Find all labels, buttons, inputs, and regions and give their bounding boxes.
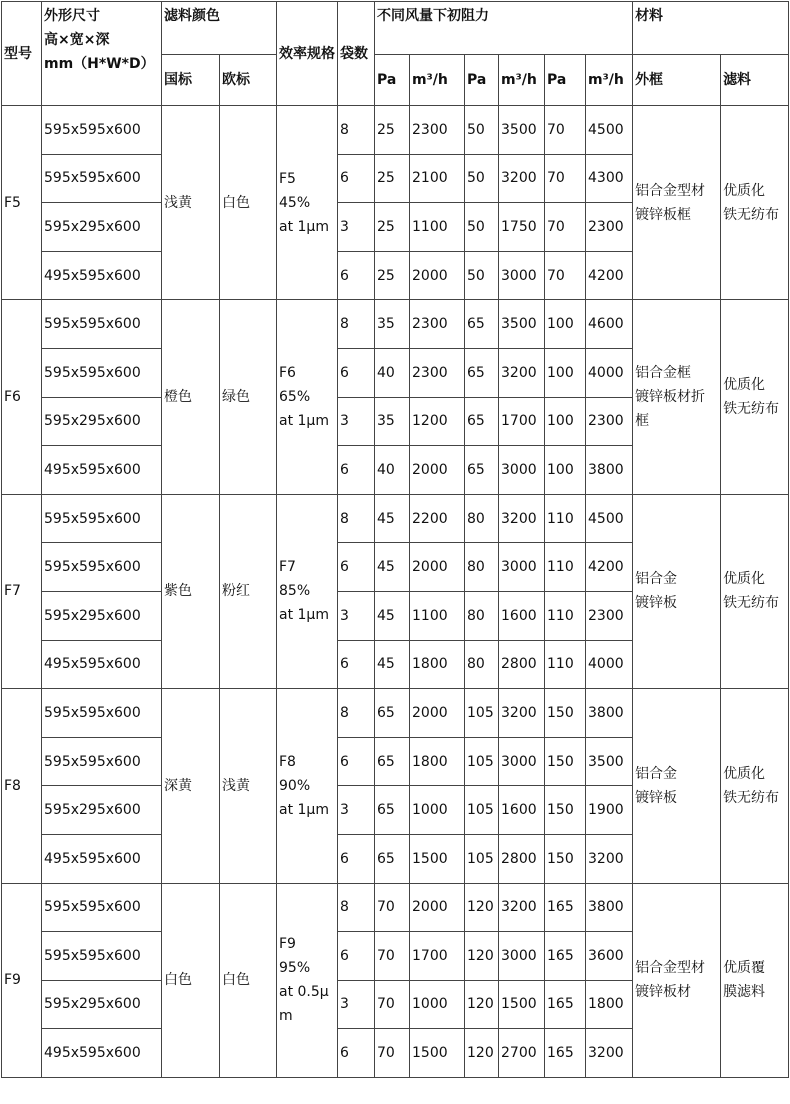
size-cell: 595x595x600 (42, 348, 162, 397)
header-color-cn: 国标 (162, 55, 220, 106)
header-pa-3: Pa (545, 55, 586, 106)
color-eu-cell: 浅黄 (220, 689, 277, 883)
flow-1-cell: 1000 (410, 786, 465, 835)
pa-3-cell: 70 (545, 251, 586, 300)
pa-3-cell: 165 (545, 1029, 586, 1078)
bags-cell: 3 (338, 203, 375, 252)
pa-2-cell: 65 (465, 300, 499, 349)
pa-1-cell: 35 (375, 300, 410, 349)
flow-1-cell: 1100 (410, 203, 465, 252)
pa-2-cell: 120 (465, 932, 499, 981)
flow-3-cell: 3200 (586, 834, 633, 883)
flow-3-cell: 4600 (586, 300, 633, 349)
flow-1-cell: 1000 (410, 980, 465, 1029)
header-flow-1: m³/h (410, 55, 465, 106)
flow-1-cell: 2300 (410, 348, 465, 397)
color-eu-cell: 白色 (220, 883, 277, 1077)
flow-1-cell: 2300 (410, 300, 465, 349)
size-cell: 495x595x600 (42, 834, 162, 883)
pa-1-cell: 40 (375, 348, 410, 397)
bags-cell: 6 (338, 1029, 375, 1078)
spec-table-body (2, 2, 789, 1078)
flow-3-cell: 3200 (586, 1029, 633, 1078)
flow-3-cell: 4200 (586, 543, 633, 592)
efficiency-cell: F9 95% at 0.5μ m (277, 883, 338, 1077)
media-material-cell: 优质覆 膜滤料 (721, 883, 789, 1077)
header-row-1 (2, 2, 789, 55)
flow-3-cell: 4000 (586, 348, 633, 397)
pa-2-cell: 50 (465, 154, 499, 203)
size-cell: 495x595x600 (42, 251, 162, 300)
table-row (2, 689, 789, 738)
pa-3-cell: 110 (545, 494, 586, 543)
media-material-cell: 优质化 铁无纺布 (721, 689, 789, 883)
pa-2-cell: 120 (465, 883, 499, 932)
flow-3-cell: 1800 (586, 980, 633, 1029)
flow-2-cell: 1750 (499, 203, 545, 252)
flow-1-cell: 2200 (410, 494, 465, 543)
header-efficiency: 效率规格 (277, 2, 338, 106)
bags-cell: 6 (338, 251, 375, 300)
table-row (2, 300, 789, 349)
flow-1-cell: 1700 (410, 932, 465, 981)
flow-1-cell: 1200 (410, 397, 465, 446)
header-color: 滤料颜色 (162, 2, 277, 55)
flow-1-cell: 1800 (410, 640, 465, 689)
frame-material-cell: 铝合金框 镀锌板材折 框 (633, 300, 721, 494)
frame-material-cell: 铝合金型材 镀锌板框 (633, 106, 721, 300)
pa-3-cell: 100 (545, 446, 586, 495)
flow-1-cell: 2000 (410, 446, 465, 495)
pa-3-cell: 70 (545, 106, 586, 155)
bags-cell: 6 (338, 737, 375, 786)
flow-1-cell: 1800 (410, 737, 465, 786)
pa-2-cell: 105 (465, 737, 499, 786)
pa-2-cell: 105 (465, 786, 499, 835)
size-cell: 595x295x600 (42, 591, 162, 640)
pa-3-cell: 150 (545, 689, 586, 738)
pa-1-cell: 65 (375, 737, 410, 786)
flow-2-cell: 3500 (499, 300, 545, 349)
bags-cell: 8 (338, 494, 375, 543)
pa-3-cell: 70 (545, 203, 586, 252)
flow-1-cell: 2000 (410, 689, 465, 738)
pa-2-cell: 50 (465, 106, 499, 155)
pa-1-cell: 25 (375, 251, 410, 300)
flow-1-cell: 1100 (410, 591, 465, 640)
flow-2-cell: 3200 (499, 348, 545, 397)
pa-3-cell: 100 (545, 348, 586, 397)
pa-2-cell: 65 (465, 446, 499, 495)
flow-2-cell: 3200 (499, 154, 545, 203)
pa-1-cell: 65 (375, 786, 410, 835)
flow-3-cell: 4300 (586, 154, 633, 203)
size-cell: 495x595x600 (42, 446, 162, 495)
pa-3-cell: 165 (545, 883, 586, 932)
flow-2-cell: 3200 (499, 494, 545, 543)
pa-3-cell: 110 (545, 640, 586, 689)
frame-material-cell: 铝合金 镀锌板 (633, 494, 721, 688)
model-cell: F6 (2, 300, 42, 494)
pa-3-cell: 165 (545, 980, 586, 1029)
model-cell: F7 (2, 494, 42, 688)
pa-3-cell: 100 (545, 300, 586, 349)
pa-1-cell: 40 (375, 446, 410, 495)
size-cell: 595x595x600 (42, 106, 162, 155)
flow-2-cell: 1500 (499, 980, 545, 1029)
pa-2-cell: 120 (465, 1029, 499, 1078)
efficiency-cell: F8 90% at 1μm (277, 689, 338, 883)
pa-3-cell: 150 (545, 834, 586, 883)
size-cell: 595x295x600 (42, 203, 162, 252)
flow-3-cell: 4200 (586, 251, 633, 300)
efficiency-cell: F6 65% at 1μm (277, 300, 338, 494)
color-eu-cell: 绿色 (220, 300, 277, 494)
flow-2-cell: 1600 (499, 786, 545, 835)
efficiency-cell: F7 85% at 1μm (277, 494, 338, 688)
pa-3-cell: 100 (545, 397, 586, 446)
bags-cell: 3 (338, 591, 375, 640)
flow-2-cell: 3200 (499, 689, 545, 738)
flow-3-cell: 2300 (586, 203, 633, 252)
pa-1-cell: 25 (375, 106, 410, 155)
size-cell: 595x595x600 (42, 154, 162, 203)
pa-2-cell: 80 (465, 543, 499, 592)
table-row (2, 883, 789, 932)
table-row (2, 494, 789, 543)
header-flow-3: m³/h (586, 55, 633, 106)
pa-1-cell: 45 (375, 640, 410, 689)
pa-1-cell: 70 (375, 883, 410, 932)
bags-cell: 3 (338, 786, 375, 835)
pa-2-cell: 65 (465, 348, 499, 397)
bags-cell: 6 (338, 446, 375, 495)
pa-1-cell: 35 (375, 397, 410, 446)
pa-1-cell: 65 (375, 834, 410, 883)
frame-material-cell: 铝合金 镀锌板 (633, 689, 721, 883)
media-material-cell: 优质化 铁无纺布 (721, 494, 789, 688)
bags-cell: 6 (338, 543, 375, 592)
header-size-unit: mm（H*W*D） (44, 56, 155, 72)
bags-cell: 6 (338, 640, 375, 689)
header-material: 材料 (633, 2, 789, 55)
size-cell: 595x595x600 (42, 494, 162, 543)
pa-2-cell: 50 (465, 251, 499, 300)
color-eu-cell: 白色 (220, 106, 277, 300)
flow-1-cell: 2000 (410, 251, 465, 300)
size-cell: 495x595x600 (42, 640, 162, 689)
frame-material-cell: 铝合金型材 镀锌板材 (633, 883, 721, 1077)
bags-cell: 6 (338, 834, 375, 883)
pa-2-cell: 65 (465, 397, 499, 446)
spec-table (1, 1, 789, 1078)
media-material-cell: 优质化 铁无纺布 (721, 106, 789, 300)
header-frame: 外框 (633, 55, 721, 106)
media-material-cell: 优质化 铁无纺布 (721, 300, 789, 494)
header-model: 型号 (2, 2, 42, 106)
bags-cell: 6 (338, 154, 375, 203)
pa-2-cell: 80 (465, 494, 499, 543)
flow-3-cell: 4500 (586, 106, 633, 155)
color-cn-cell: 橙色 (162, 300, 220, 494)
efficiency-cell: F5 45% at 1μm (277, 106, 338, 300)
pa-1-cell: 45 (375, 494, 410, 543)
flow-3-cell: 2300 (586, 591, 633, 640)
pa-1-cell: 70 (375, 932, 410, 981)
pa-1-cell: 45 (375, 591, 410, 640)
pa-1-cell: 45 (375, 543, 410, 592)
model-cell: F5 (2, 106, 42, 300)
flow-3-cell: 2300 (586, 397, 633, 446)
flow-3-cell: 3800 (586, 689, 633, 738)
header-flow-2: m³/h (499, 55, 545, 106)
size-cell: 595x595x600 (42, 737, 162, 786)
flow-1-cell: 1500 (410, 834, 465, 883)
size-cell: 595x295x600 (42, 397, 162, 446)
flow-2-cell: 3200 (499, 883, 545, 932)
header-media: 滤料 (721, 55, 789, 106)
flow-2-cell: 3000 (499, 932, 545, 981)
pa-1-cell: 25 (375, 154, 410, 203)
pa-2-cell: 50 (465, 203, 499, 252)
size-cell: 595x295x600 (42, 786, 162, 835)
size-cell: 595x595x600 (42, 689, 162, 738)
color-cn-cell: 紫色 (162, 494, 220, 688)
flow-3-cell: 3600 (586, 932, 633, 981)
flow-3-cell: 3800 (586, 883, 633, 932)
pa-3-cell: 110 (545, 591, 586, 640)
table-row (2, 106, 789, 155)
bags-cell: 6 (338, 348, 375, 397)
bags-cell: 6 (338, 932, 375, 981)
flow-1-cell: 2000 (410, 543, 465, 592)
flow-3-cell: 4500 (586, 494, 633, 543)
color-cn-cell: 浅黄 (162, 106, 220, 300)
size-cell: 595x595x600 (42, 300, 162, 349)
bags-cell: 3 (338, 980, 375, 1029)
pa-2-cell: 80 (465, 640, 499, 689)
header-pa-2: Pa (465, 55, 499, 106)
bags-cell: 8 (338, 689, 375, 738)
pa-1-cell: 25 (375, 203, 410, 252)
flow-2-cell: 3000 (499, 446, 545, 495)
flow-2-cell: 3000 (499, 737, 545, 786)
bags-cell: 8 (338, 106, 375, 155)
pa-1-cell: 70 (375, 1029, 410, 1078)
pa-3-cell: 150 (545, 737, 586, 786)
pa-2-cell: 80 (465, 591, 499, 640)
size-cell: 595x295x600 (42, 980, 162, 1029)
pa-2-cell: 105 (465, 834, 499, 883)
pa-1-cell: 65 (375, 689, 410, 738)
size-cell: 595x595x600 (42, 543, 162, 592)
flow-1-cell: 1500 (410, 1029, 465, 1078)
header-size-sub: 高×宽×深 (44, 32, 110, 48)
model-cell: F8 (2, 689, 42, 883)
flow-3-cell: 4000 (586, 640, 633, 689)
flow-2-cell: 3000 (499, 543, 545, 592)
bags-cell: 8 (338, 300, 375, 349)
pa-3-cell: 70 (545, 154, 586, 203)
color-cn-cell: 深黄 (162, 689, 220, 883)
flow-2-cell: 3000 (499, 251, 545, 300)
flow-3-cell: 1900 (586, 786, 633, 835)
header-size (42, 2, 162, 106)
bags-cell: 3 (338, 397, 375, 446)
bags-cell: 8 (338, 883, 375, 932)
pa-1-cell: 70 (375, 980, 410, 1029)
flow-2-cell: 2800 (499, 834, 545, 883)
size-cell: 495x595x600 (42, 1029, 162, 1078)
size-cell: 595x595x600 (42, 883, 162, 932)
flow-2-cell: 2800 (499, 640, 545, 689)
header-pa-1: Pa (375, 55, 410, 106)
header-resistance: 不同风量下初阻力 (375, 2, 633, 55)
flow-3-cell: 3800 (586, 446, 633, 495)
header-bags: 袋数 (338, 2, 375, 106)
pa-2-cell: 105 (465, 689, 499, 738)
pa-3-cell: 110 (545, 543, 586, 592)
color-cn-cell: 白色 (162, 883, 220, 1077)
flow-1-cell: 2000 (410, 883, 465, 932)
flow-2-cell: 1600 (499, 591, 545, 640)
header-size-title: 外形尺寸 (44, 8, 100, 24)
flow-2-cell: 2700 (499, 1029, 545, 1078)
color-eu-cell: 粉红 (220, 494, 277, 688)
header-color-eu: 欧标 (220, 55, 277, 106)
pa-3-cell: 150 (545, 786, 586, 835)
pa-2-cell: 120 (465, 980, 499, 1029)
size-cell: 595x595x600 (42, 932, 162, 981)
pa-3-cell: 165 (545, 932, 586, 981)
flow-2-cell: 3500 (499, 106, 545, 155)
flow-3-cell: 3500 (586, 737, 633, 786)
model-cell: F9 (2, 883, 42, 1077)
flow-1-cell: 2100 (410, 154, 465, 203)
flow-2-cell: 1700 (499, 397, 545, 446)
flow-1-cell: 2300 (410, 106, 465, 155)
